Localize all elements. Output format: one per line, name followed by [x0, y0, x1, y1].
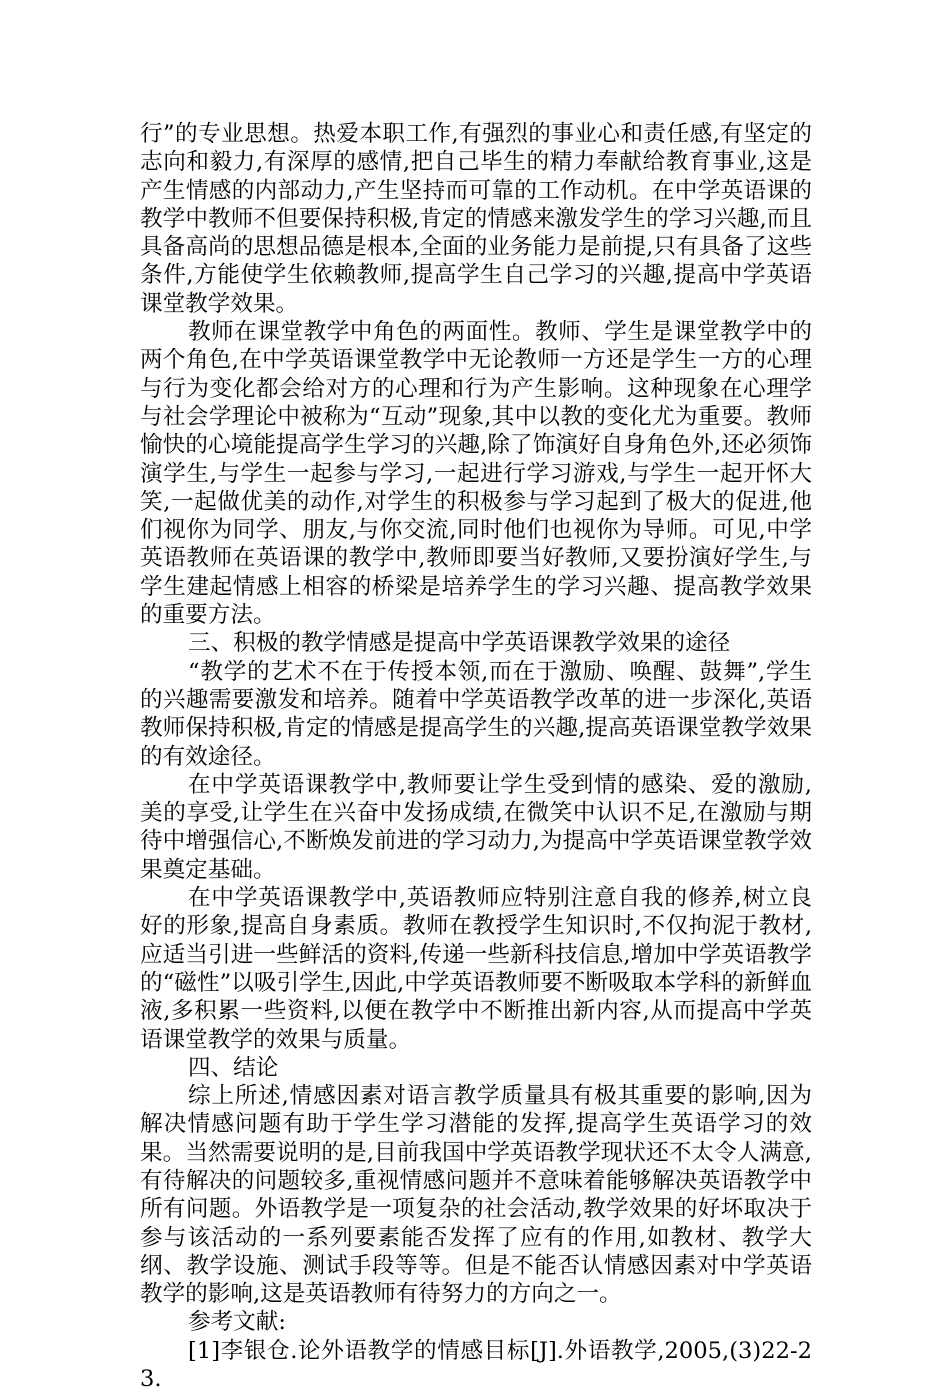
paragraph-teacher-dual-role: 教师在课堂教学中角色的两面性。教师、学生是课堂教学中的两个角色,在中学英语课堂教学中无论教师一方还是学生一方的心理与行为变化都会给对方的心理和行为产生影响。这种现象在心理学与社会学理论中被称为“互动”现象,其中以教的变化尤为重要。教师愉快的心境能提高学生学习的兴趣,除了饰演好自身角色外,还必须饰演学生,与学生一起参与学习,一起进行学习游戏,与学生一起开怀大笑,一起做优美的动作,对学生的积极参与学习起到了极大的促进,他们视你为同学、朋友,与你交流,同时他们也视你为导师。可见,中学英语教师在英语课的教学中,教师即要当好教师,又要扮演好学生,与学生建起情感上相容的桥梁是培养学生的学习兴趣、提高教学效果的重要方法。 — [140, 319, 812, 629]
paragraph-self-cultivation: 在中学英语课教学中,英语教师应特别注意自我的修养,树立良好的形象,提高自身素质。教师在教授学生知识时,不仅拘泥于教材,应适当引进一些鲜活的资料,传递一些新科技信息,增加中学英语教学的“磁性”以吸引学生,因此,中学英语教师要不断吸取本学科的新鲜血液,多积累一些资料,以便在教学中不断推出新内容,从而提高中学英语课堂教学的效果与质量。 — [140, 885, 812, 1053]
section-heading-conclusion: 四、结论 — [188, 1054, 279, 1081]
paragraph-emotional-encouragement: 在中学英语课教学中,教师要让学生受到情的感染、爱的激励,美的享受,让学生在兴奋中发扬成绩,在微笑中认识不足,在激励与期待中增强信心,不断焕发前进的学习动力,为提高中学英语课堂教学效果奠定基础。 — [140, 771, 812, 883]
paragraph-conclusion-body: 综上所述,情感因素对语言教学质量具有极其重要的影响,因为解决情感问题有助于学生学习潜能的发挥,提高学生英语学习的效果。当然需要说明的是,目前我国中学英语教学现状还不太令人满意,有待解决的问题较多,重视情感问题并不意味着能够解决英语教学中所有问题。外语教学是一项复杂的社会活动,教学效果的好坏取决于参与该活动的一系列要素能否发挥了应有的作用,如教材、教学大纲、教学设施、测试手段等等。但是不能否认情感因素对中学英语教学的影响,这是英语教师有待努力的方向之一。 — [140, 1083, 812, 1308]
paragraph-teaching-art-quote: “教学的艺术不在于传授本领,而在于激励、唤醒、鼓舞”,学生的兴趣需要激发和培养。随着中学英语教学改革的进一步深化,英语教师保持积极,肯定的情感是提高学生的兴趣,提高英语课堂教学效果的有效途径。 — [140, 658, 812, 770]
references-label: 参考文献: — [188, 1309, 286, 1336]
reference-item: [1]李银仓.论外语教学的情感目标[J].外语教学,2005,(3)22-23. — [140, 1337, 812, 1393]
section-heading-three: 三、积极的教学情感是提高中学英语课教学效果的途径 — [188, 630, 731, 657]
paragraph-professional-thought: 行”的专业思想。热爱本职工作,有强烈的事业心和责任感,有坚定的志向和毅力,有深厚的感情,把自己毕生的精力奉献给教育事业,这是产生情感的内部动力,产生坚持而可靠的工作动机。在中学英语课的教学中教师不但要保持积极,肯定的情感来激发学生的学习兴趣,而且具备高尚的思想品德是根本,全面的业务能力是前提,只有具备了这些条件,方能使学生依赖教师,提高学生自己学习的兴趣,提高中学英语课堂教学效果。 — [140, 121, 812, 317]
document-page — [140, 120, 812, 1393]
